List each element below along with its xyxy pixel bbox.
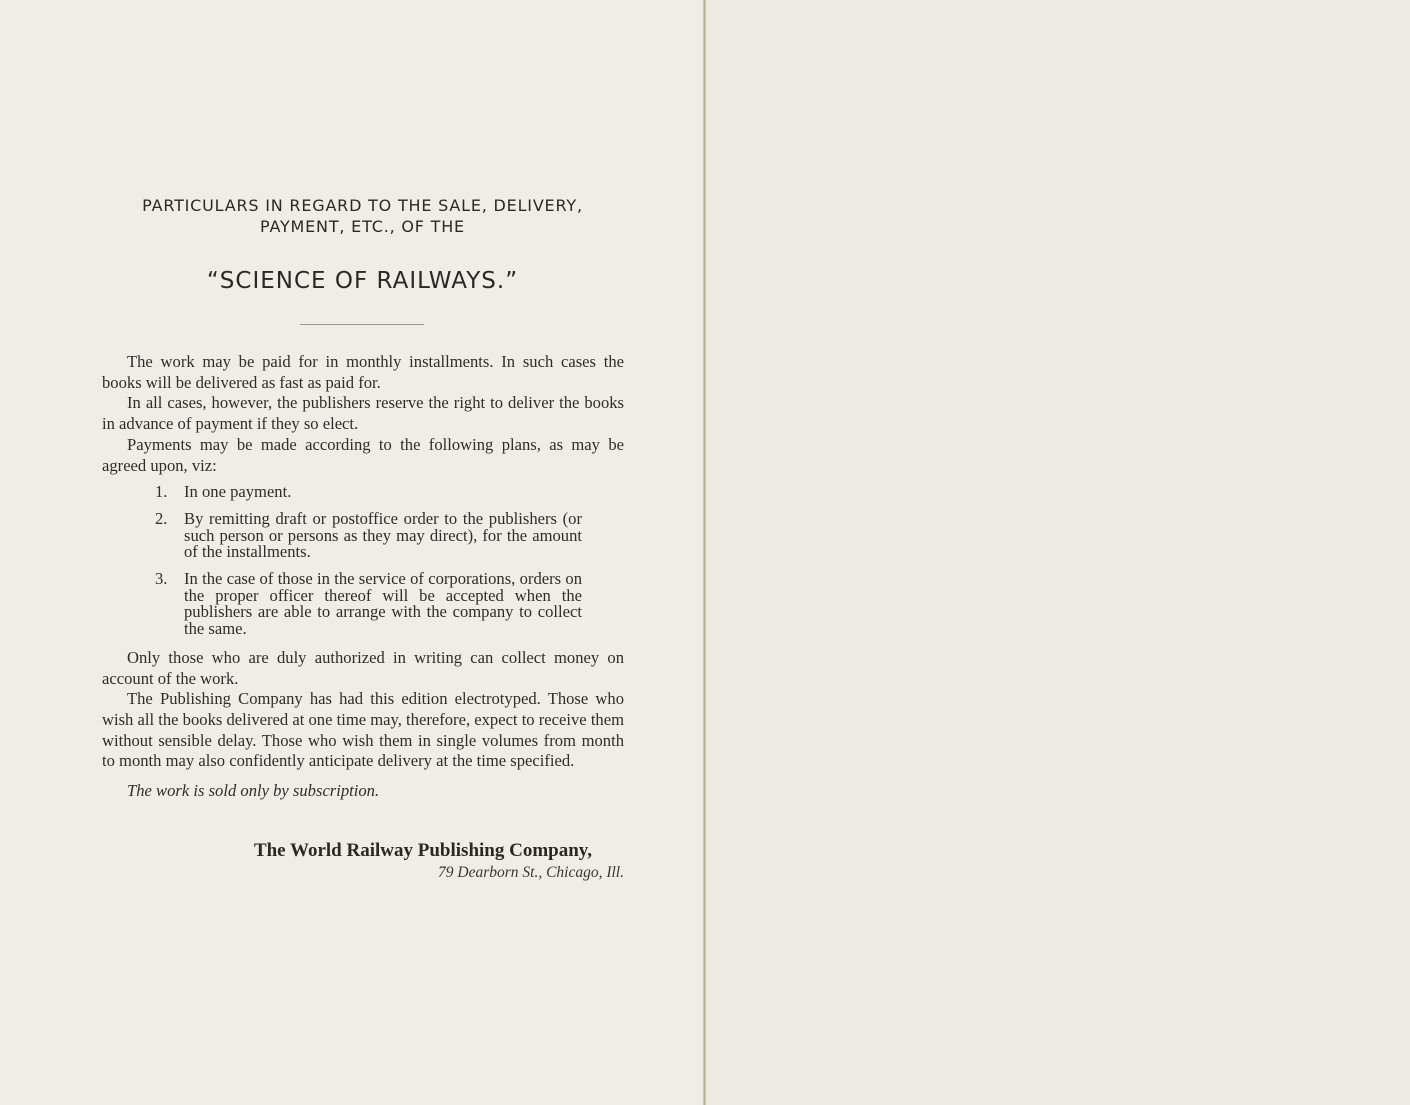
paragraph-payment-plans: Payments may be made according to the following plans, as may be agreed upon, viz:: [102, 434, 624, 475]
publisher-address: 79 Dearborn St., Chicago, Ill.: [438, 864, 624, 881]
list-item: [155, 508, 582, 562]
subscription-note: The work is sold only by subscription.: [127, 781, 380, 801]
paragraph-installments: The work may be paid for in monthly installments. In such cases the books will be delivered as fast as paid for.: [102, 352, 624, 392]
body-text: [102, 352, 624, 802]
payment-plan-list: [102, 484, 624, 638]
list-text: In the case of those in the service of corporations, orders on the proper officer thereof will be accepted when the publishers are able to arrange with the company to collect the same.: [184, 569, 582, 639]
paragraph-publisher-rights: In all cases, however, the publishers reserve the right to deliver the books in advance of payment if they so elect.: [102, 393, 624, 434]
heading-line-1: PARTICULARS IN REGARD TO THE SALE, DELIVERY,: [142, 196, 583, 215]
list-text: In one payment.: [184, 482, 292, 502]
left-page: [0, 0, 704, 1105]
list-item: [157, 484, 582, 501]
list-text: By remitting draft or postoffice order to the publishers (or such person or persons as they may direct), for the amount of the installments.: [184, 508, 582, 562]
list-item: [157, 571, 582, 638]
publisher-name: The World Railway Publishing Company,: [253, 840, 592, 861]
list-number: 1.: [155, 482, 168, 502]
list-number: 3.: [155, 569, 168, 589]
list-number: 2.: [155, 508, 168, 528]
page-heading: [100, 195, 625, 237]
heading-line-2: PAYMENT, ETC., OF THE: [260, 217, 465, 236]
paragraph-electrotyped: The Publishing Company has had this edition electrotyped. Those who wish all the books delivered at one time may, therefore, expect to receive them without sensible delay. Those who wish them in single volumes from month to month may also confidently anticipate delivery at the time specified.: [102, 689, 624, 771]
divider-rule: [300, 324, 424, 325]
paragraph-authorized-collectors: Only those who are duly authorized in writing can collect money on account of the work.: [102, 647, 624, 688]
book-title: “SCIENCE OF RAILWAYS.”: [206, 268, 519, 294]
right-page-blank: [706, 0, 1410, 1105]
